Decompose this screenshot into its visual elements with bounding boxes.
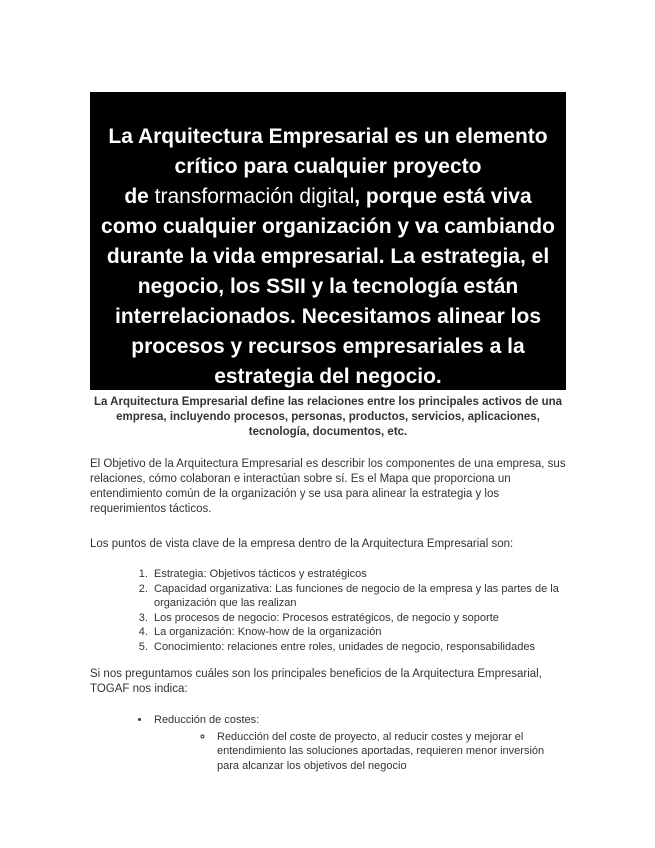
banner-text-line1: La Arquitectura Empresarial es un elemento crítico para cualquier proyecto	[108, 125, 548, 178]
list-item: 1. Estrategia: Objetivos tácticos y estratégicos	[151, 567, 566, 582]
list-item	[151, 713, 566, 773]
banner-text-rest: , porque está viva como cualquier organización y va cambiando durante la vida empresarial. La estrategia, el negocio, los SSII y la tecnología están interrelacionados. Necesitamos alinear los procesos y recursos empresariales a la estrategia del negocio.	[101, 185, 555, 388]
list-item: 5. Conocimiento: relaciones entre roles, unidades de negocio, responsabilidades	[151, 640, 566, 655]
benefits-list	[90, 713, 566, 773]
quote-banner	[90, 92, 566, 390]
objective-paragraph: El Objetivo de la Arquitectura Empresarial es describir los componentes de una empresa, sus relaciones, cómo colaboran e interactúan sobre sí. Es el Mapa que proporciona un entendimiento común de la organización y se usa para alinear la estrategia y los requerimientos tácticos.	[90, 458, 566, 515]
list-item: 2. Capacidad organizativa: Las funciones de negocio de la empresa y las partes de la organización que las realizan	[151, 582, 566, 611]
banner-text-prefix: de	[124, 185, 149, 208]
list-item: 4. La organización: Know-how de la organización	[151, 625, 566, 640]
viewpoints-list	[90, 567, 566, 654]
viewpoints-intro: Los puntos de vista clave de la empresa dentro de la Arquitectura Empresarial son:	[90, 538, 514, 550]
benefit-label: Reducción de costes:	[154, 714, 260, 726]
benefit-sublist	[154, 730, 566, 774]
banner-caption: La Arquitectura Empresarial define las relaciones entre los principales activos de una empresa, incluyendo procesos, personas, productos, servicios, aplicaciones, tecnología, documentos, etc.	[93, 396, 563, 438]
list-item: 3. Los procesos de negocio: Procesos estratégicos, de negocio y soporte	[151, 611, 566, 626]
benefits-intro: Si nos preguntamos cuáles son los principales beneficios de la Arquitectura Empresarial, TOGAF nos indica:	[90, 668, 542, 695]
digital-transformation-link[interactable]: transformación digital	[154, 185, 355, 208]
list-item: ◦ Reducción del coste de proyecto, al reducir costes y mejorar el entendimiento las soluciones aportadas, requieren menor inversión para alcanzar los objetivos del negocio	[214, 730, 566, 774]
